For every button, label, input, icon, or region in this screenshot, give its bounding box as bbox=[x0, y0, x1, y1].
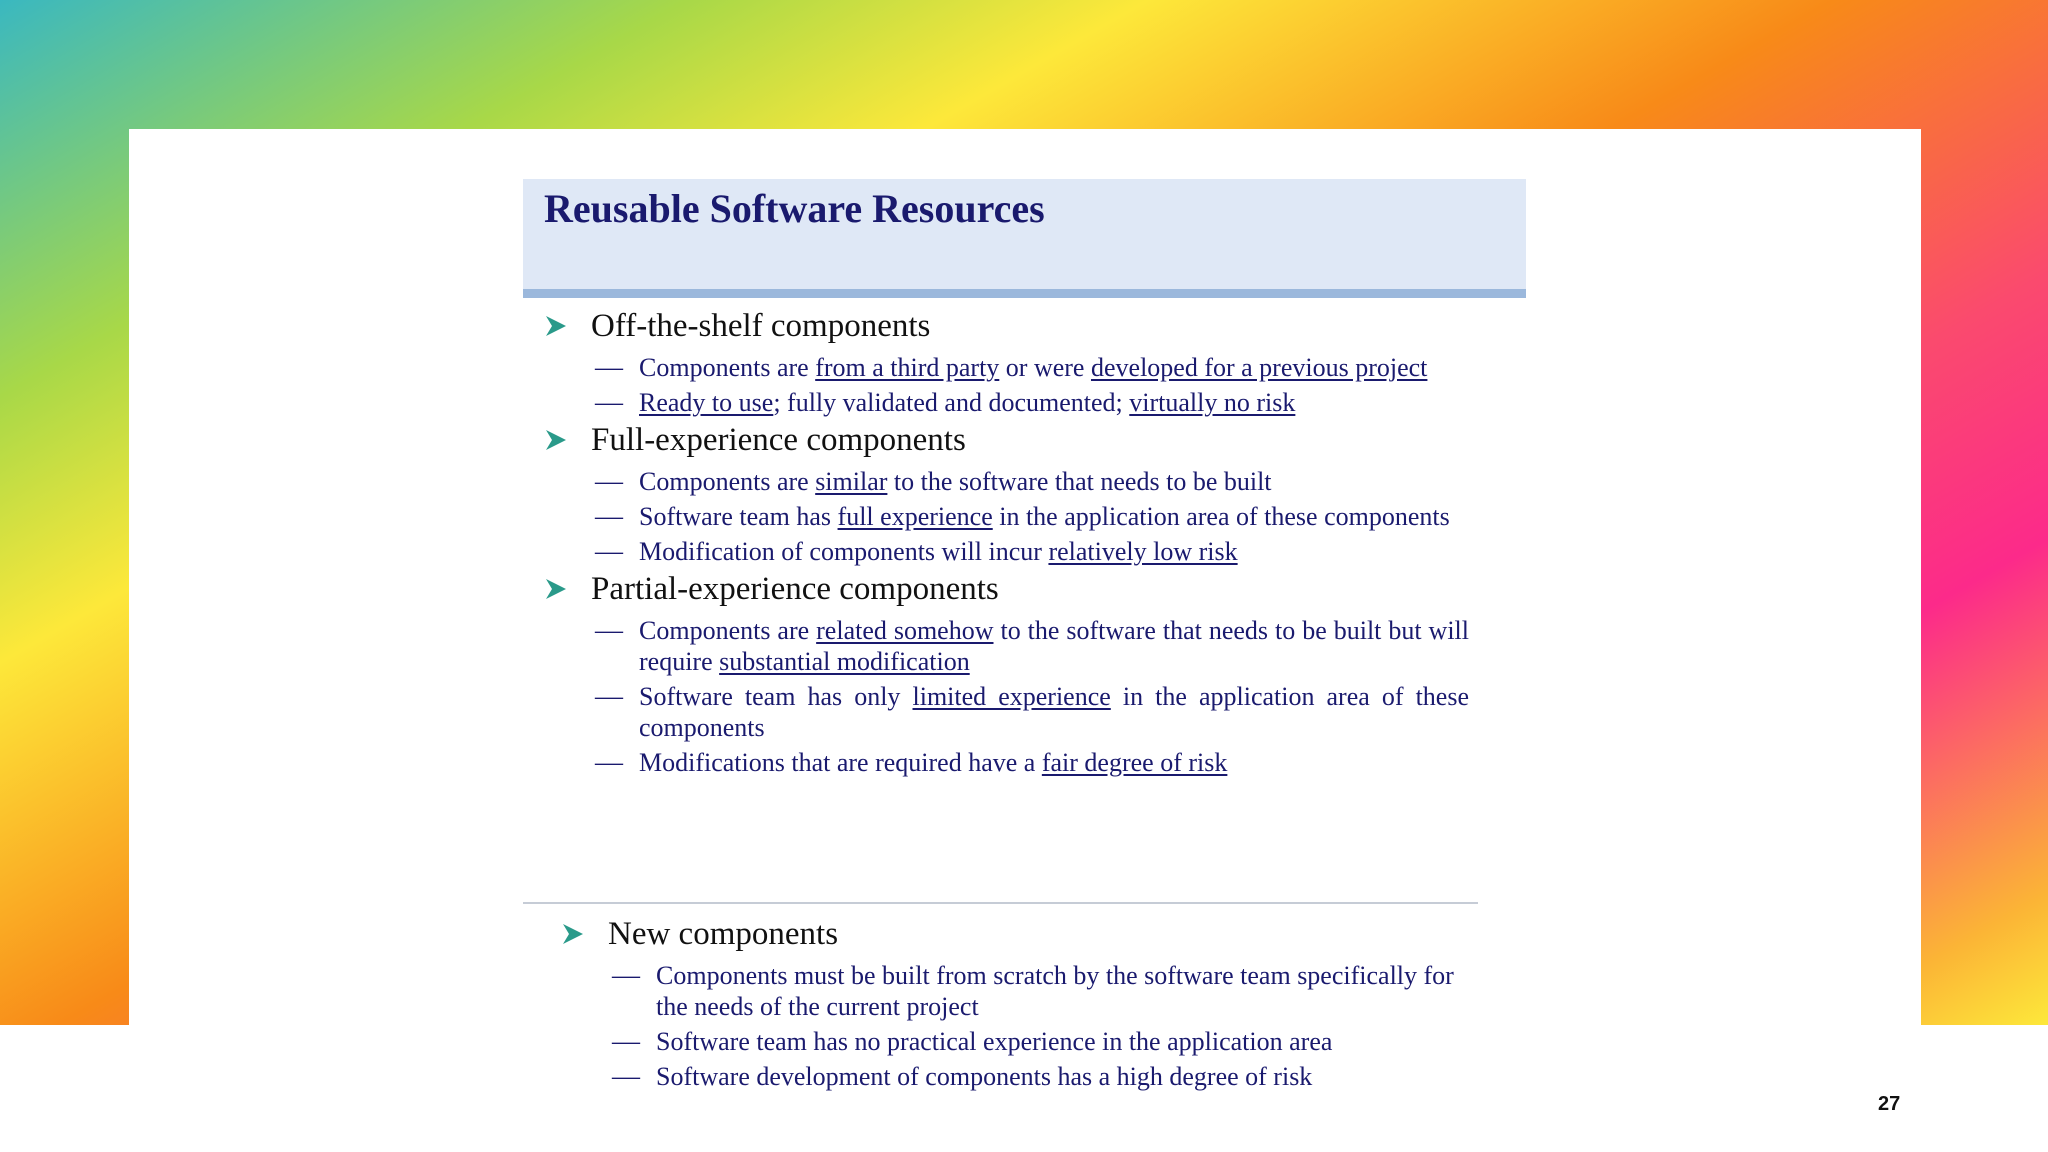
dash-marker: — bbox=[595, 387, 623, 418]
arrow-bullet-icon bbox=[545, 429, 567, 451]
divider bbox=[523, 902, 1478, 904]
sub-bullet-text bbox=[639, 615, 1469, 677]
bullet-heading bbox=[523, 418, 1526, 462]
main-bullet-list bbox=[523, 304, 1526, 778]
bullet-section-new bbox=[540, 912, 1526, 1092]
text-segment: Software team has bbox=[639, 502, 838, 531]
arrow-bullet-icon bbox=[545, 315, 567, 337]
sub-bullet-text bbox=[639, 536, 1469, 567]
sub-bullet-text bbox=[639, 387, 1469, 418]
text-segment: Modification of components will incur bbox=[639, 537, 1049, 566]
dash-marker: — bbox=[595, 681, 623, 712]
sub-bullet bbox=[540, 960, 1526, 1022]
sub-bullet bbox=[540, 1061, 1526, 1092]
bullet-label: Full-experience components bbox=[591, 421, 966, 458]
text-segment: Components are bbox=[639, 353, 816, 382]
sub-bullet bbox=[523, 615, 1526, 677]
text-segment: in the application area of these components bbox=[639, 682, 1469, 742]
page-number: 27 bbox=[1878, 1093, 1901, 1115]
bullet-section-partial-experience bbox=[523, 567, 1526, 778]
sub-bullet-text bbox=[639, 681, 1469, 743]
sub-bullet bbox=[523, 501, 1526, 532]
sub-bullet-text bbox=[639, 747, 1469, 778]
emphasis-text: limited experience bbox=[912, 682, 1111, 711]
emphasis-text: fair degree of risk bbox=[1041, 748, 1228, 777]
text-segment: ; fully validated and documented; bbox=[773, 388, 1130, 417]
emphasis-text: full experience bbox=[837, 502, 993, 531]
sub-bullet bbox=[523, 352, 1526, 383]
new-components-list bbox=[540, 912, 1526, 1092]
sub-bullet bbox=[523, 747, 1526, 778]
emphasis-text: similar bbox=[815, 467, 888, 496]
sub-bullet-text bbox=[656, 1026, 1486, 1057]
dash-marker: — bbox=[612, 960, 640, 991]
text-segment: Components are bbox=[639, 467, 816, 496]
sub-bullet-text bbox=[639, 466, 1469, 497]
bullet-label: Partial-experience components bbox=[591, 570, 999, 607]
text-segment: Components are bbox=[639, 616, 817, 645]
dash-marker: — bbox=[612, 1026, 640, 1057]
bullet-section-full-experience bbox=[523, 418, 1526, 567]
dash-marker: — bbox=[612, 1061, 640, 1092]
bullet-section-off-the-shelf bbox=[523, 304, 1526, 418]
emphasis-text: from a third party bbox=[815, 353, 1000, 382]
emphasis-text: Ready to use bbox=[639, 388, 774, 417]
text-segment: to the software that needs to be built but will require bbox=[639, 616, 1470, 676]
sub-bullet bbox=[540, 1026, 1526, 1057]
emphasis-text: virtually no risk bbox=[1129, 388, 1296, 417]
text-segment: Components must be built from scratch by the software team specifically for the needs of the current project bbox=[656, 961, 1454, 1021]
sub-bullet bbox=[523, 681, 1526, 743]
bullet-heading bbox=[523, 304, 1526, 348]
dash-marker: — bbox=[595, 615, 623, 646]
sub-bullet bbox=[523, 536, 1526, 567]
bullet-label: New components bbox=[608, 915, 839, 952]
slide-title: Reusable Software Resources bbox=[544, 186, 1045, 231]
dash-marker: — bbox=[595, 466, 623, 497]
sub-bullet-text bbox=[656, 1061, 1486, 1092]
emphasis-text: developed for a previous project bbox=[1090, 353, 1428, 382]
sub-bullet-text bbox=[656, 960, 1486, 1022]
text-segment: or were bbox=[999, 353, 1091, 382]
bullet-label: Off-the-shelf components bbox=[591, 307, 931, 344]
sub-bullet bbox=[523, 387, 1526, 418]
sub-bullet-text bbox=[639, 352, 1469, 383]
text-segment: Modifications that are required have a bbox=[639, 748, 1042, 777]
text-segment: Software team has only bbox=[639, 682, 913, 711]
sub-bullet bbox=[523, 466, 1526, 497]
emphasis-text: related somehow bbox=[816, 616, 994, 645]
bullet-heading bbox=[540, 912, 1526, 956]
arrow-bullet-icon bbox=[562, 923, 584, 945]
dash-marker: — bbox=[595, 536, 623, 567]
sub-bullet-text bbox=[639, 501, 1469, 532]
emphasis-text: substantial modification bbox=[719, 647, 970, 676]
text-segment: in the application area of these components bbox=[992, 502, 1450, 531]
title-rule bbox=[523, 289, 1526, 298]
dash-marker: — bbox=[595, 352, 623, 383]
slide-content bbox=[523, 179, 1526, 1139]
emphasis-text: relatively low risk bbox=[1048, 537, 1238, 566]
text-segment: Software team has no practical experience in the application area bbox=[656, 1027, 1333, 1056]
bullet-heading bbox=[523, 567, 1526, 611]
dash-marker: — bbox=[595, 747, 623, 778]
text-segment: to the software that needs to be built bbox=[887, 467, 1272, 496]
dash-marker: — bbox=[595, 501, 623, 532]
arrow-bullet-icon bbox=[545, 578, 567, 600]
text-segment: Software development of components has a high degree of risk bbox=[656, 1062, 1313, 1091]
